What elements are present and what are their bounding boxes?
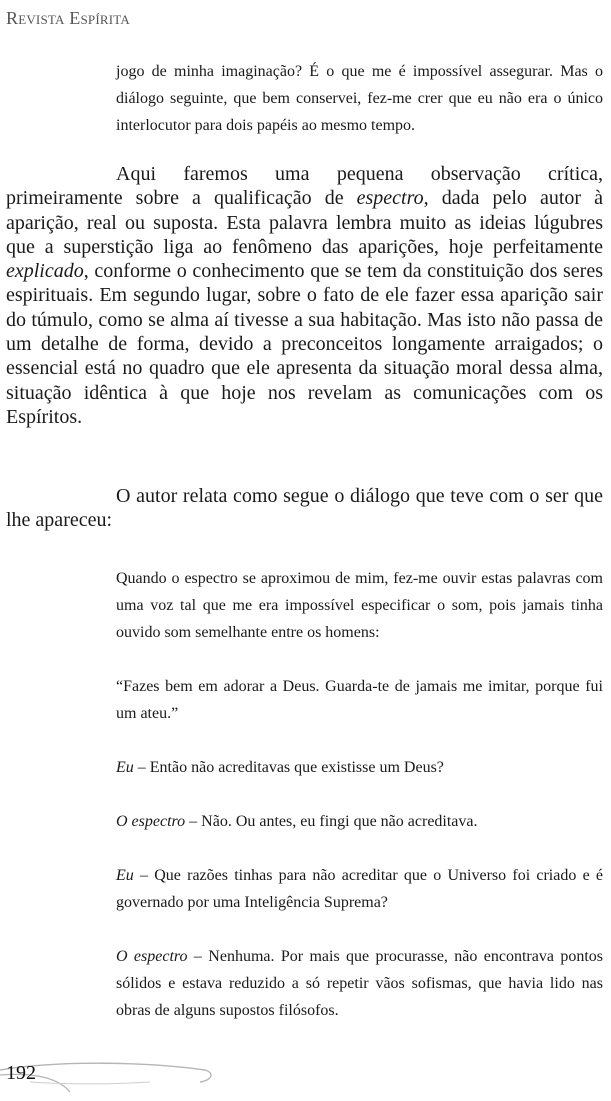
speaker-label: Eu [116,867,134,884]
paragraph-1: jogo de minha imaginação? É o que me é impossível assegurar. Mas o diálogo seguinte, que bem conservei, fez-me crer que eu não era o único interlocutor para dois papéis ao mesmo tempo. [116,63,603,134]
dialogue-line-1 [116,754,603,781]
page-number: 192 [6,1062,36,1084]
paragraph-3: O autor relata como segue o diálogo que teve com o ser que lhe apareceu: [6,485,603,532]
running-header: Revista Espírita [6,8,130,28]
paragraph-2-italic-a: espectro [356,187,424,210]
speaker-label: Eu [116,759,134,776]
speaker-label: O espectro [116,948,188,965]
quote-paragraph-2: “Fazes bem em adorar a Deus. Guarda-te de jamais me imitar, porque fui um ateu.” [116,678,603,722]
paragraph-2 [6,162,603,429]
speaker-label: O espectro [116,813,186,830]
paragraph-2-italic-b: explicado [6,260,84,283]
paragraph-2-text-b: , dada pelo autor à aparição, real ou suposta. Esta palavra lembra muito as ideias lúgubres que a superstição liga ao fenômeno das aparições, hoje perfeitamente [6,187,603,258]
paragraph-2-text-a: Aqui faremos uma pequena observação crítica, primeiramente sobre a qualificação de [6,163,603,210]
dialogue-text: – Então não acreditavas que existisse um Deus? [133,759,444,776]
dialogue-line-2 [116,808,603,835]
dialogue-line-4 [116,943,603,1024]
paragraph-2-text-c: , conforme o conhecimento que se tem da constituição dos seres espirituais. Em segundo lugar, sobre o fato de ele fazer essa aparição sair do túmulo, como se alma aí tivesse a sua habitação. Mas isto não passa de um detalhe de forma, devido a preconceitos longamente arraigados; o essencial está no quadro que ele apresenta da situação moral dessa alma, situação idêntica à que hoje nos revelam as comunicações com os Espíritos. [6,260,603,428]
dialogue-text: – Que razões tinhas para não acreditar que o Universo foi criado e é governado por uma Inteligência Suprema? [116,867,603,911]
dialogue-line-3 [116,862,603,916]
decorative-swoosh-icon [0,1040,240,1100]
dialogue-text: – Nenhuma. Por mais que procurasse, não encontrava pontos sólidos e estava reduzido a só repetir vãos sofismas, que havia lido nas obras de alguns supostos filósofos. [116,948,603,1019]
dialogue-text: – Não. Ou antes, eu fingi que não acreditava. [185,813,478,830]
quote-paragraph-1: Quando o espectro se aproximou de mim, fez-me ouvir estas palavras com uma voz tal que me era impossível especificar o som, pois jamais tinha ouvido som semelhante entre os homens: [116,570,603,641]
